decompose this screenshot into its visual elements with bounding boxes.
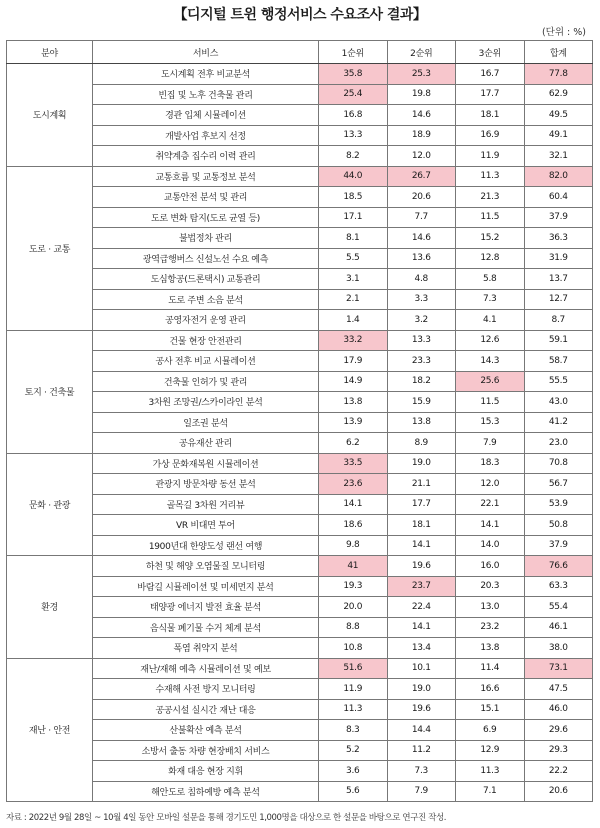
rank-2-cell: 13.4 xyxy=(387,638,456,659)
table-row xyxy=(7,330,593,351)
total-cell: 59.1 xyxy=(524,330,593,351)
rank-1-cell: 1.4 xyxy=(319,310,388,331)
table-row xyxy=(7,679,593,700)
footnote: 자료 : 2022년 9월 28일 ~ 10월 4일 동안 모바일 설문을 통해 경기도민 1,000명을 대상으로 한 설문을 바탕으로 연구진 작성. xyxy=(6,813,447,823)
total-cell: 13.7 xyxy=(524,269,593,290)
rank-1-cell: 20.0 xyxy=(319,597,388,618)
service-cell: 도로 변화 탐지(도로 균열 등) xyxy=(93,207,319,228)
rank-3-cell: 21.3 xyxy=(456,187,525,208)
table-row xyxy=(7,535,593,556)
rank-1-cell: 9.8 xyxy=(319,535,388,556)
rank-1-cell: 13.8 xyxy=(319,392,388,413)
rank-3-cell: 18.3 xyxy=(456,453,525,474)
total-cell: 29.6 xyxy=(524,720,593,741)
rank-2-cell: 12.0 xyxy=(387,146,456,167)
rank-3-cell: 25.6 xyxy=(456,371,525,392)
service-cell: 교통안전 분석 및 관리 xyxy=(93,187,319,208)
service-cell: 건물 현장 안전관리 xyxy=(93,330,319,351)
rank-2-cell: 14.6 xyxy=(387,105,456,126)
rank-1-cell: 6.2 xyxy=(319,433,388,454)
rank-2-cell: 7.7 xyxy=(387,207,456,228)
header-total: 합계 xyxy=(524,41,593,64)
service-cell: 도로 주변 소음 분석 xyxy=(93,289,319,310)
total-cell: 23.0 xyxy=(524,433,593,454)
service-cell: 산불확산 예측 분석 xyxy=(93,720,319,741)
total-cell: 29.3 xyxy=(524,740,593,761)
header-rank-3: 3순위 xyxy=(456,41,525,64)
rank-1-cell: 5.6 xyxy=(319,781,388,802)
rank-3-cell: 16.0 xyxy=(456,556,525,577)
total-cell: 37.9 xyxy=(524,207,593,228)
rank-3-cell: 7.1 xyxy=(456,781,525,802)
rank-1-cell: 8.3 xyxy=(319,720,388,741)
rank-3-cell: 6.9 xyxy=(456,720,525,741)
rank-3-cell: 15.3 xyxy=(456,412,525,433)
header-rank-2: 2순위 xyxy=(387,41,456,64)
total-cell: 49.5 xyxy=(524,105,593,126)
service-cell: 공영자전거 운영 관리 xyxy=(93,310,319,331)
field-cell: 토지 · 건축물 xyxy=(7,330,93,453)
rank-2-cell: 14.6 xyxy=(387,228,456,249)
rank-3-cell: 20.3 xyxy=(456,576,525,597)
table-header-row xyxy=(7,41,593,64)
service-cell: 공공시설 실시간 재난 대응 xyxy=(93,699,319,720)
total-cell: 77.8 xyxy=(524,64,593,85)
total-cell: 20.6 xyxy=(524,781,593,802)
field-cell: 도로 · 교통 xyxy=(7,166,93,330)
service-cell: 광역급행버스 신설노선 수요 예측 xyxy=(93,248,319,269)
rank-2-cell: 23.7 xyxy=(387,576,456,597)
rank-1-cell: 44.0 xyxy=(319,166,388,187)
rank-3-cell: 12.0 xyxy=(456,474,525,495)
service-cell: 골목길 3차원 거리뷰 xyxy=(93,494,319,515)
rank-3-cell: 7.3 xyxy=(456,289,525,310)
rank-1-cell: 18.6 xyxy=(319,515,388,536)
rank-3-cell: 16.9 xyxy=(456,125,525,146)
rank-1-cell: 17.1 xyxy=(319,207,388,228)
table-row xyxy=(7,740,593,761)
rank-3-cell: 18.1 xyxy=(456,105,525,126)
service-cell: 재난/재해 예측 시뮬레이션 및 예보 xyxy=(93,658,319,679)
rank-2-cell: 19.0 xyxy=(387,679,456,700)
service-cell: 태양광 에너지 발전 효율 분석 xyxy=(93,597,319,618)
rank-2-cell: 26.7 xyxy=(387,166,456,187)
table-row xyxy=(7,371,593,392)
service-cell: 건축물 인허가 및 관리 xyxy=(93,371,319,392)
field-cell: 문화 · 관광 xyxy=(7,453,93,556)
rank-3-cell: 12.6 xyxy=(456,330,525,351)
rank-3-cell: 16.6 xyxy=(456,679,525,700)
rank-3-cell: 15.1 xyxy=(456,699,525,720)
rank-2-cell: 7.3 xyxy=(387,761,456,782)
unit-label: (단위 : %) xyxy=(541,27,586,38)
rank-3-cell: 12.9 xyxy=(456,740,525,761)
total-cell: 60.4 xyxy=(524,187,593,208)
total-cell: 63.3 xyxy=(524,576,593,597)
rank-3-cell: 11.4 xyxy=(456,658,525,679)
rank-2-cell: 18.1 xyxy=(387,515,456,536)
service-cell: 화재 대응 현장 지휘 xyxy=(93,761,319,782)
survey-results-table xyxy=(6,40,593,802)
service-cell: 폭염 취약지 분석 xyxy=(93,638,319,659)
rank-2-cell: 13.6 xyxy=(387,248,456,269)
rank-2-cell: 13.3 xyxy=(387,330,456,351)
table-row xyxy=(7,597,593,618)
rank-1-cell: 16.8 xyxy=(319,105,388,126)
table-row xyxy=(7,392,593,413)
total-cell: 47.5 xyxy=(524,679,593,700)
table-row xyxy=(7,453,593,474)
service-cell: 개발사업 후보지 선정 xyxy=(93,125,319,146)
rank-1-cell: 8.2 xyxy=(319,146,388,167)
rank-2-cell: 11.2 xyxy=(387,740,456,761)
header-field: 분야 xyxy=(7,41,93,64)
table-row xyxy=(7,146,593,167)
rank-2-cell: 19.6 xyxy=(387,556,456,577)
total-cell: 37.9 xyxy=(524,535,593,556)
rank-2-cell: 15.9 xyxy=(387,392,456,413)
rank-2-cell: 3.2 xyxy=(387,310,456,331)
rank-2-cell: 7.9 xyxy=(387,781,456,802)
service-cell: 빈집 및 노후 건축물 관리 xyxy=(93,84,319,105)
service-cell: 일조권 분석 xyxy=(93,412,319,433)
rank-2-cell: 14.1 xyxy=(387,535,456,556)
service-cell: 하천 및 해양 오염물질 모니터링 xyxy=(93,556,319,577)
rank-1-cell: 3.6 xyxy=(319,761,388,782)
header-rank-1: 1순위 xyxy=(319,41,388,64)
rank-1-cell: 19.3 xyxy=(319,576,388,597)
service-cell: 도시계획 전후 비교분석 xyxy=(93,64,319,85)
table-row xyxy=(7,64,593,85)
total-cell: 46.1 xyxy=(524,617,593,638)
rank-1-cell: 10.8 xyxy=(319,638,388,659)
rank-1-cell: 17.9 xyxy=(319,351,388,372)
field-cell: 도시계획 xyxy=(7,64,93,167)
rank-2-cell: 20.6 xyxy=(387,187,456,208)
service-cell: VR 비대면 투어 xyxy=(93,515,319,536)
rank-2-cell: 19.6 xyxy=(387,699,456,720)
rank-3-cell: 11.3 xyxy=(456,166,525,187)
service-cell: 도심항공(드론택시) 교통관리 xyxy=(93,269,319,290)
total-cell: 46.0 xyxy=(524,699,593,720)
service-cell: 교통흐름 및 교통정보 분석 xyxy=(93,166,319,187)
table-row xyxy=(7,125,593,146)
service-cell: 경관 입체 시뮬레이션 xyxy=(93,105,319,126)
rank-3-cell: 14.3 xyxy=(456,351,525,372)
service-cell: 3차원 조망권/스카이라인 분석 xyxy=(93,392,319,413)
table-row xyxy=(7,105,593,126)
rank-3-cell: 11.3 xyxy=(456,761,525,782)
rank-1-cell: 13.3 xyxy=(319,125,388,146)
service-cell: 공사 전후 비교 시뮬레이션 xyxy=(93,351,319,372)
rank-1-cell: 13.9 xyxy=(319,412,388,433)
rank-2-cell: 18.9 xyxy=(387,125,456,146)
total-cell: 50.8 xyxy=(524,515,593,536)
page-title: 【디지털 트윈 행정서비스 수요조사 결과】 xyxy=(173,7,427,23)
service-cell: 소방서 출동 차량 현장배치 서비스 xyxy=(93,740,319,761)
table-row xyxy=(7,207,593,228)
total-cell: 41.2 xyxy=(524,412,593,433)
table-row xyxy=(7,494,593,515)
field-cell: 환경 xyxy=(7,556,93,659)
rank-2-cell: 23.3 xyxy=(387,351,456,372)
table-row xyxy=(7,248,593,269)
total-cell: 70.8 xyxy=(524,453,593,474)
rank-3-cell: 22.1 xyxy=(456,494,525,515)
table-row xyxy=(7,228,593,249)
table-row xyxy=(7,289,593,310)
header-service: 서비스 xyxy=(93,41,319,64)
total-cell: 62.9 xyxy=(524,84,593,105)
rank-1-cell: 23.6 xyxy=(319,474,388,495)
rank-3-cell: 23.2 xyxy=(456,617,525,638)
rank-1-cell: 18.5 xyxy=(319,187,388,208)
rank-3-cell: 12.8 xyxy=(456,248,525,269)
table-row xyxy=(7,474,593,495)
total-cell: 43.0 xyxy=(524,392,593,413)
rank-3-cell: 11.5 xyxy=(456,392,525,413)
total-cell: 58.7 xyxy=(524,351,593,372)
service-cell: 해안도로 침하예방 예측 분석 xyxy=(93,781,319,802)
rank-2-cell: 22.4 xyxy=(387,597,456,618)
table-row xyxy=(7,576,593,597)
table-row xyxy=(7,310,593,331)
table-row xyxy=(7,761,593,782)
table-row xyxy=(7,638,593,659)
rank-2-cell: 8.9 xyxy=(387,433,456,454)
table-row xyxy=(7,617,593,638)
rank-3-cell: 11.5 xyxy=(456,207,525,228)
service-cell: 공유재산 관리 xyxy=(93,433,319,454)
rank-1-cell: 5.2 xyxy=(319,740,388,761)
service-cell: 수재해 사전 방지 모니터링 xyxy=(93,679,319,700)
rank-1-cell: 33.2 xyxy=(319,330,388,351)
rank-3-cell: 4.1 xyxy=(456,310,525,331)
service-cell: 1900년대 한양도성 랜선 여행 xyxy=(93,535,319,556)
table-row xyxy=(7,720,593,741)
table-row xyxy=(7,351,593,372)
service-cell: 음식물 폐기물 수거 체계 분석 xyxy=(93,617,319,638)
table-row xyxy=(7,433,593,454)
table-row xyxy=(7,166,593,187)
service-cell: 취약계층 집수리 이력 관리 xyxy=(93,146,319,167)
rank-2-cell: 18.2 xyxy=(387,371,456,392)
rank-1-cell: 5.5 xyxy=(319,248,388,269)
rank-2-cell: 13.8 xyxy=(387,412,456,433)
rank-3-cell: 14.0 xyxy=(456,535,525,556)
table-row xyxy=(7,412,593,433)
rank-3-cell: 11.9 xyxy=(456,146,525,167)
rank-3-cell: 14.1 xyxy=(456,515,525,536)
rank-2-cell: 19.8 xyxy=(387,84,456,105)
table-body xyxy=(7,64,593,802)
rank-1-cell: 3.1 xyxy=(319,269,388,290)
total-cell: 32.1 xyxy=(524,146,593,167)
rank-2-cell: 14.4 xyxy=(387,720,456,741)
total-cell: 55.5 xyxy=(524,371,593,392)
table-row xyxy=(7,658,593,679)
rank-2-cell: 4.8 xyxy=(387,269,456,290)
total-cell: 76.6 xyxy=(524,556,593,577)
total-cell: 49.1 xyxy=(524,125,593,146)
total-cell: 8.7 xyxy=(524,310,593,331)
total-cell: 53.9 xyxy=(524,494,593,515)
rank-3-cell: 17.7 xyxy=(456,84,525,105)
rank-1-cell: 33.5 xyxy=(319,453,388,474)
total-cell: 22.2 xyxy=(524,761,593,782)
rank-2-cell: 21.1 xyxy=(387,474,456,495)
rank-2-cell: 25.3 xyxy=(387,64,456,85)
rank-3-cell: 5.8 xyxy=(456,269,525,290)
rank-1-cell: 14.1 xyxy=(319,494,388,515)
rank-1-cell: 2.1 xyxy=(319,289,388,310)
rank-1-cell: 51.6 xyxy=(319,658,388,679)
table-row xyxy=(7,269,593,290)
table-row xyxy=(7,556,593,577)
table-row xyxy=(7,187,593,208)
service-cell: 가상 문화재복원 시뮬레이션 xyxy=(93,453,319,474)
rank-2-cell: 17.7 xyxy=(387,494,456,515)
rank-1-cell: 11.9 xyxy=(319,679,388,700)
service-cell: 바람길 시뮬레이션 및 미세먼지 분석 xyxy=(93,576,319,597)
service-cell: 관광지 방문차량 동선 분석 xyxy=(93,474,319,495)
service-cell: 불법정차 관리 xyxy=(93,228,319,249)
rank-1-cell: 8.8 xyxy=(319,617,388,638)
rank-2-cell: 14.1 xyxy=(387,617,456,638)
table-row xyxy=(7,84,593,105)
rank-3-cell: 13.0 xyxy=(456,597,525,618)
rank-2-cell: 10.1 xyxy=(387,658,456,679)
total-cell: 73.1 xyxy=(524,658,593,679)
rank-1-cell: 14.9 xyxy=(319,371,388,392)
total-cell: 56.7 xyxy=(524,474,593,495)
rank-1-cell: 11.3 xyxy=(319,699,388,720)
total-cell: 55.4 xyxy=(524,597,593,618)
table-row xyxy=(7,781,593,802)
total-cell: 36.3 xyxy=(524,228,593,249)
total-cell: 12.7 xyxy=(524,289,593,310)
rank-3-cell: 13.8 xyxy=(456,638,525,659)
table-row xyxy=(7,699,593,720)
rank-1-cell: 41 xyxy=(319,556,388,577)
total-cell: 82.0 xyxy=(524,166,593,187)
rank-3-cell: 15.2 xyxy=(456,228,525,249)
total-cell: 38.0 xyxy=(524,638,593,659)
rank-3-cell: 7.9 xyxy=(456,433,525,454)
rank-1-cell: 8.1 xyxy=(319,228,388,249)
rank-2-cell: 19.0 xyxy=(387,453,456,474)
field-cell: 재난 · 안전 xyxy=(7,658,93,802)
rank-2-cell: 3.3 xyxy=(387,289,456,310)
total-cell: 31.9 xyxy=(524,248,593,269)
rank-3-cell: 16.7 xyxy=(456,64,525,85)
table-row xyxy=(7,515,593,536)
rank-1-cell: 35.8 xyxy=(319,64,388,85)
rank-1-cell: 25.4 xyxy=(319,84,388,105)
